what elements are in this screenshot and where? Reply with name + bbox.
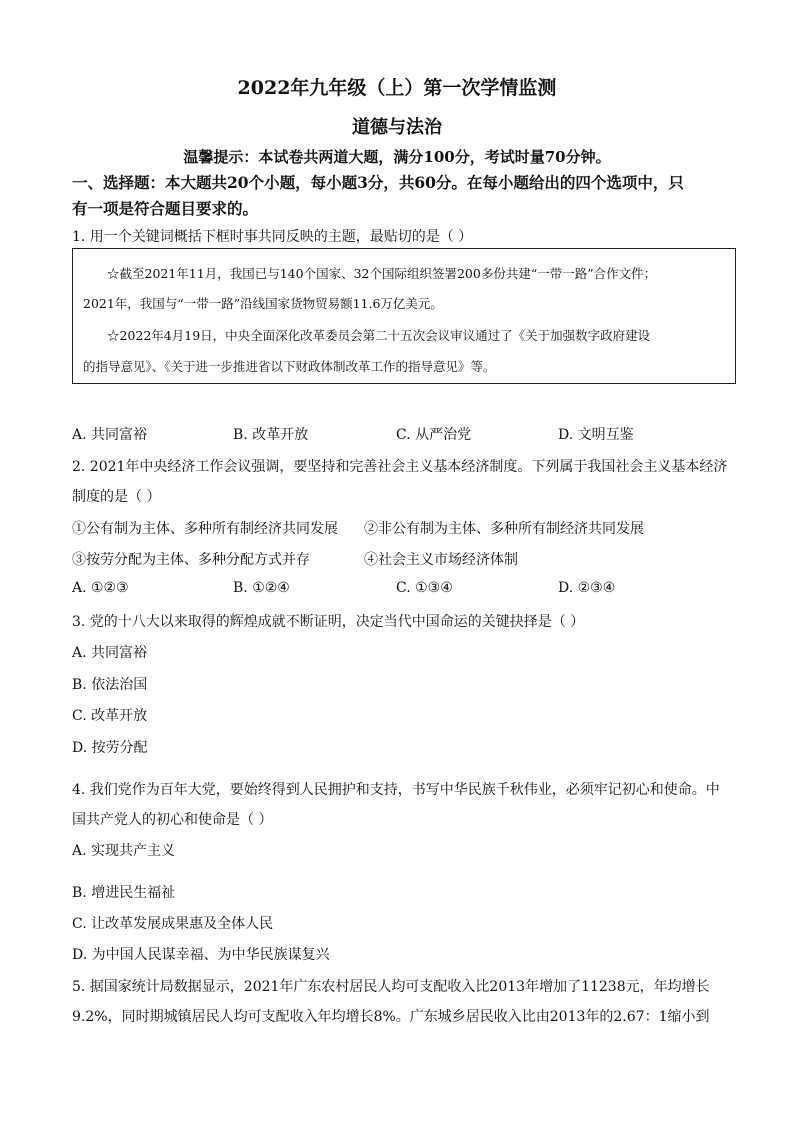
q4-stem-line2: 国共产党人的初心和使命是（ ） bbox=[72, 812, 273, 828]
q2-item-2: ②非公有制为主体、多种所有制经济共同发展 bbox=[364, 521, 644, 537]
q1-news-box bbox=[72, 248, 736, 384]
q1-box-line-1: ☆截至2021年11月，我国已与140个国家、32个国际组织签署200多份共建“一带一路”合作文件； bbox=[107, 266, 657, 281]
q2-items-row1 bbox=[72, 518, 732, 538]
q2-option-d[interactable]: D. ②③④ bbox=[558, 580, 616, 596]
exam-tip: 温馨提示：本试卷共两道大题，满分100分，考试时量70分钟。 bbox=[183, 148, 611, 166]
q3-option-a[interactable]: A. 共同富裕 bbox=[72, 645, 148, 661]
q4-option-c[interactable]: C. 让改革发展成果惠及全体人民 bbox=[72, 916, 274, 932]
q1-option-d[interactable]: D. 文明互鉴 bbox=[558, 427, 634, 443]
q2-item-1: ①公有制为主体、多种所有制经济共同发展 bbox=[72, 521, 338, 537]
q1-option-b[interactable]: B. 改革开放 bbox=[233, 427, 309, 443]
section-heading-line1: 一、选择题：本大题共20个小题，每小题3分，共60分。在每小题给出的四个选项中，只 bbox=[72, 173, 684, 192]
section-heading-line2: 有一项是符合题目要求的。 bbox=[72, 199, 259, 218]
q5-stem-line1: 5. 据国家统计局数据显示，2021年广东农村居民人均可支配收入比2013年增加了11238元，年均增长 bbox=[72, 979, 710, 995]
subject-title: 道德与法治 bbox=[352, 117, 442, 138]
q4-option-a[interactable]: A. 实现共产主义 bbox=[72, 843, 176, 859]
q3-option-d[interactable]: D. 按劳分配 bbox=[72, 740, 148, 756]
q1-options bbox=[72, 424, 732, 444]
q1-option-a[interactable]: A. 共同富裕 bbox=[72, 427, 148, 443]
q2-options bbox=[72, 580, 732, 600]
q4-option-d[interactable]: D. 为中国人民谋幸福、为中华民族谋复兴 bbox=[72, 947, 330, 963]
q2-stem-line2: 制度的是（ ） bbox=[72, 489, 161, 505]
q1-box-line-2: 2021年，我国与“一带一路”沿线国家货物贸易额11.6万亿美元。 bbox=[83, 296, 443, 311]
q2-option-b[interactable]: B. ①②④ bbox=[233, 580, 290, 596]
q3-stem: 3. 党的十八大以来取得的辉煌成就不断证明，决定当代中国命运的关键抉择是（ ） bbox=[72, 614, 585, 630]
q2-option-c[interactable]: C. ①③④ bbox=[396, 580, 453, 596]
q1-box-line-3: ☆2022年4月19日，中央全面深化改革委员会第二十五次会议审议通过了《关于加强数字政府建设 bbox=[107, 328, 651, 343]
q3-option-b[interactable]: B. 依法治国 bbox=[72, 677, 148, 693]
exam-title: 2022年九年级（上）第一次学情监测 bbox=[237, 77, 557, 99]
q3-option-c[interactable]: C. 改革开放 bbox=[72, 708, 148, 724]
q4-stem-line1: 4. 我们党作为百年大党，要始终得到人民拥护和支持，书写中华民族千秋伟业，必须牢记初心和使命。中 bbox=[72, 782, 720, 798]
q5-stem-line2: 9.2%，同时期城镇居民人均可支配收入年均增长8%。广东城乡居民收入比由2013年的2.67：1缩小到 bbox=[72, 1009, 710, 1025]
q2-stem-line1: 2. 2021年中央经济工作会议强调，要坚持和完善社会主义基本经济制度。下列属于我国社会主义基本经济 bbox=[72, 459, 728, 475]
q2-item-3: ③按劳分配为主体、多种分配方式并存 bbox=[72, 552, 310, 568]
q2-option-a[interactable]: A. ①②③ bbox=[72, 580, 129, 596]
q4-option-b[interactable]: B. 增进民生福祉 bbox=[72, 885, 176, 901]
q2-items-row2 bbox=[72, 549, 732, 569]
q1-stem: 1. 用一个关键词概括下框时事共同反映的主题，最贴切的是（ ） bbox=[72, 229, 473, 245]
q1-option-c[interactable]: C. 从严治党 bbox=[396, 427, 472, 443]
q1-box-line-4: 的指导意见》、《关于进一步推进省以下财政体制改革工作的指导意见》等。 bbox=[83, 359, 496, 374]
q2-item-4: ④社会主义市场经济体制 bbox=[364, 552, 518, 568]
